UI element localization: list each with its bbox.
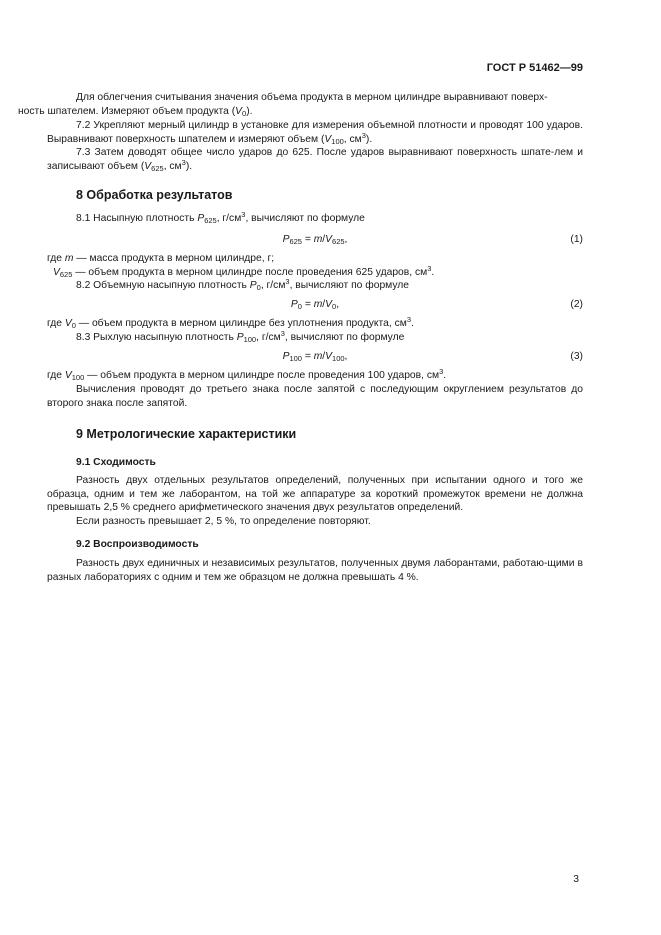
volume-symbol: V — [235, 105, 243, 117]
paragraph-9-1-repeat: Если разность превышает 2, 5 %, то определение повторяют. — [76, 516, 371, 527]
paragraph-8-2: 8.2 Объемную насыпную плотность $P_0$, $г/см^3$, вычисляют по формуле — [76, 277, 410, 292]
section-8-heading: 8 Обработка результатов — [76, 188, 233, 202]
paragraph-9-2: Разность двух единичных и независимых результатов, полученных двумя лаборантами, работаю-щими в разных лабораториях с одним и тем же образцом не должна превышать 4 %. — [47, 558, 583, 583]
where-1: где m — масса продукта в мерном цилиндре, г; $V_{625}$ — объем продукта в мерном цилиндре после проведения 625 ударов, $см^3$. — [47, 253, 435, 279]
p7-2-sup: 3 — [361, 130, 366, 140]
p7-3-text: 7.3 Затем доводят общее число ударов до 625. После ударов выравнивают поверхность шпате-лем и записывают объем ( — [47, 147, 583, 172]
p7-2-unit: , см — [343, 133, 362, 145]
formula-3-expression: $P_{100} = m/V_{100}$, — [282, 351, 348, 363]
paragraph-8-3: 8.3 Рыхлую насыпную плотность $P_{100}$, $г/см^3$, вычисляют по формуле — [76, 329, 405, 344]
document-code: ГОСТ Р 51462—99 — [486, 62, 583, 74]
subsection-9-2-heading: 9.2 Воспроизводимость — [76, 539, 199, 550]
volume-subscript: 0 — [242, 108, 247, 118]
section-9-heading: 9 Метрологические характеристики — [76, 427, 297, 441]
p7-3-sup: 3 — [181, 157, 186, 167]
p7-3-end: ). — [185, 160, 193, 172]
subsection-9-1-heading: 9.1 Сходимость — [76, 457, 156, 468]
formula-1-number: (1) — [570, 234, 583, 245]
paragraph-7-2 — [47, 119, 583, 146]
p8-1-text: 8.1 Насыпную плотность — [76, 213, 198, 224]
p7-2-text: 7.2 Укрепляют мерный цилиндр в установке для измерения объемной плотности и проводят 100 ударов. Выравнивают поверхность шпателем и измеряют объем ( — [47, 120, 583, 145]
formula-3-number: (3) — [570, 351, 583, 362]
volume-symbol: V — [144, 160, 152, 172]
where-2: где $V_0$ — объем продукта в мерном цилиндре без уплотнения продукта, $см^3$. — [47, 315, 414, 330]
intro-line2-a: ность шпателем. Измеряют объем продукта ( — [18, 105, 236, 117]
where-3: где $V_{100}$ — объем продукта в мерном цилиндре после проведения 100 ударов, $см^3$. — [47, 367, 447, 382]
paragraph-9-1: Разность двух отдельных результатов определений, полученных при испытании одного и того же образца, одним и тем же лаборантом, на той же аппаратуре за короткий промежуток времени не должна превышать 2,5 % среднего арифметического значения двух результатов определений. — [47, 475, 583, 513]
page-number: 3 — [573, 874, 579, 885]
intro-line2-b: ). — [246, 105, 253, 117]
paragraph-8-1 — [47, 212, 583, 226]
p7-3-sub: 625 — [151, 163, 164, 173]
density-symbol: P — [197, 213, 205, 224]
formula-2-expression: $P_0 = m/V_0$, — [290, 299, 340, 311]
p8-1-sup: 3 — [241, 210, 246, 219]
volume-symbol: V — [324, 133, 332, 145]
p7-2-end: ). — [365, 133, 373, 145]
p8-1-unit: , г/см — [216, 213, 242, 224]
formula-2-number: (2) — [570, 299, 583, 310]
formula-1-expression: $P_{625} = m/V_{625}$, — [282, 234, 348, 246]
p8-1-end: , вычисляют по формуле — [245, 213, 365, 224]
intro-paragraph — [18, 91, 583, 118]
intro-line1: Для облегчения считывания значения объема продукта в мерном цилиндре выравнивают поверх- — [76, 92, 548, 103]
calculation-note: Вычисления проводят до третьего знака после запятой с последующим округлением результатов до второго знака после запятой. — [47, 384, 583, 409]
p7-3-unit: , см — [163, 160, 182, 172]
p7-2-sub: 100 — [331, 136, 344, 146]
p8-1-sub: 625 — [204, 216, 217, 225]
paragraph-7-3 — [47, 146, 583, 173]
